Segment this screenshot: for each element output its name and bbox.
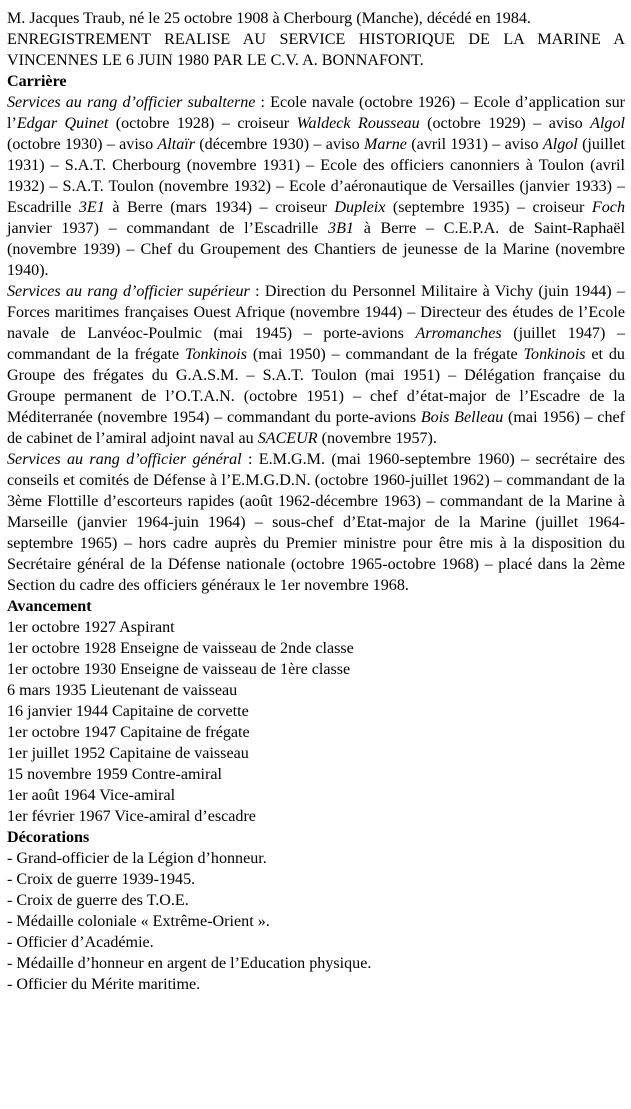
intro-recording-line: ENREGISTREMENT REALISE AU SERVICE HISTORIQUE DE LA MARINE A VINCENNES LE 6 JUIN 1980 PAR LE C.V. A. BONNAFONT.: [7, 31, 625, 69]
text-run: (juillet 1931) – S.A.T. Cherbourg (novembre 1931) – Ecole des officiers canonniers à Toulon (avril 1932) – S.A.T. Toulon (novembre 1932) – Ecole d’aéronautique de Versailles (janvier 1933) – Escadrille: [7, 136, 625, 216]
text-run: (octobre 1928) – croiseur: [108, 115, 297, 132]
avancement-item: 1er février 1967 Vice-amiral d’escadre: [7, 808, 256, 825]
text-run: (décembre 1930) – aviso: [194, 136, 365, 153]
section-heading-avancement: Avancement: [7, 598, 92, 615]
intro-birth-line: M. Jacques Traub, né le 25 octobre 1908 à Cherbourg (Manche), décédé en 1984.: [7, 10, 531, 27]
italic-run: Tonkinois: [185, 346, 248, 363]
decoration-item: - Médaille coloniale « Extrême-Orient ».: [7, 913, 270, 930]
italic-run: Bois Belleau: [420, 409, 504, 426]
avancement-item: 1er octobre 1947 Capitaine de frégate: [7, 724, 250, 741]
decoration-item: - Officier d’Académie.: [7, 934, 154, 951]
text-run: (septembre 1935) – croiseur: [385, 199, 592, 216]
italic-run: SACEUR: [257, 430, 318, 447]
text-run: à Berre – C.E.P.A. de Saint-Raphaël (novembre 1939) – Chef du Groupement des Chantiers de jeunesse de la Marine (novembre 1940).: [7, 220, 625, 279]
italic-run: Dupleix: [334, 199, 386, 216]
italic-run: Arromanches: [415, 325, 502, 342]
italic-run: Foch: [591, 199, 625, 216]
text-run: (octobre 1930) – aviso: [7, 136, 158, 153]
avancement-item: 1er octobre 1930 Enseigne de vaisseau de 1ère classe: [7, 661, 351, 678]
italic-run: Algol: [542, 136, 578, 153]
section-heading-decorations: Décorations: [7, 829, 90, 846]
decoration-item: - Grand-officier de la Légion d’honneur.: [7, 850, 267, 867]
avancement-item: 6 mars 1935 Lieutenant de vaisseau: [7, 682, 238, 699]
decoration-item: - Croix de guerre 1939-1945.: [7, 871, 196, 888]
section-heading-carriere: Carrière: [7, 73, 67, 90]
avancement-item: 1er août 1964 Vice-amiral: [7, 787, 176, 804]
text-run: : Direction du Personnel Militaire à Vichy (juin 1944) – Forces maritimes françaises Ouest Afrique (novembre 1944) – Directeur des études de l’Ecole navale de Lanvéoc-Poulmic (mai 1945) – porte-avions: [7, 283, 625, 342]
text-run: (avril 1931) – aviso: [406, 136, 543, 153]
avancement-item: 16 janvier 1944 Capitaine de corvette: [7, 703, 249, 720]
italic-run: Edgar Quinet: [16, 115, 109, 132]
paragraph-officier-superieur: [7, 281, 625, 449]
italic-run: Services au rang d’officier supérieur: [7, 283, 250, 300]
text-run: et du Groupe des frégates du G.A.S.M. – S.A.T. Toulon (mai 1951) – Délégation française du Groupe permanent de l’O.T.A.N. (octobre 1951) – chef d’état-major de l’Escadre de la Méditerranée (novembre 1954) – commandant du porte-avions: [7, 346, 625, 426]
text-run: : Ecole navale (octobre 1926) – Ecole d’application sur l’: [7, 94, 625, 132]
decoration-item: - Croix de guerre des T.O.E.: [7, 892, 189, 909]
italic-run: Services au rang d’officier subalterne: [7, 94, 256, 111]
avancement-list: [7, 617, 625, 827]
italic-run: Services au rang d’officier général: [7, 451, 242, 468]
paragraph-officier-general: [7, 449, 625, 596]
avancement-item: 15 novembre 1959 Contre-amiral: [7, 766, 222, 783]
text-run: janvier 1937) – commandant de l’Escadrille: [7, 220, 329, 237]
text-run: (novembre 1957).: [317, 430, 437, 447]
avancement-item: 1er juillet 1952 Capitaine de vaisseau: [7, 745, 249, 762]
decoration-item: - Officier du Mérite maritime.: [7, 976, 201, 993]
paragraph-officier-subalterne: [7, 92, 625, 281]
italic-run: Algol: [590, 115, 625, 132]
italic-run: 3B1: [328, 220, 354, 237]
avancement-item: 1er octobre 1927 Aspirant: [7, 619, 175, 636]
text-run: (mai 1950) – commandant de la frégate: [247, 346, 524, 363]
decoration-item: - Médaille d’honneur en argent de l’Education physique.: [7, 955, 372, 972]
decorations-list: [7, 848, 625, 995]
italic-run: 3E1: [78, 199, 105, 216]
italic-run: Marne: [364, 136, 407, 153]
text-run: à Berre (mars 1934) – croiseur: [104, 199, 335, 216]
text-run: (juillet 1947) – commandant de la frégate: [7, 325, 625, 363]
text-run: (octobre 1929) – aviso: [419, 115, 591, 132]
italic-run: Altaïr: [157, 136, 195, 153]
italic-run: Tonkinois: [523, 346, 586, 363]
italic-run: Waldeck Rousseau: [296, 115, 420, 132]
avancement-item: 1er octobre 1928 Enseigne de vaisseau de 2nde classe: [7, 640, 354, 657]
text-run: (mai 1956) – chef de cabinet de l’amiral adjoint naval au: [7, 409, 626, 447]
text-run: : E.M.G.M. (mai 1960-septembre 1960) – secrétaire des conseils et comités de Défense à l’E.M.G.D.N. (octobre 1960-juillet 1962) – commandant de la 3ème Flottille d’escorteurs rapides (août 1962-décembre 1963) – commandant de la Marine à Marseille (janvier 1964-juin 1964) – sous-chef d’Etat-major de la Marine (juillet 1964-septembre 1965) – hors cadre auprès du Premier ministre pour être mis à la disposition du Secrétaire général de la Défense nationale (octobre 1965-octobre 1968) – placé dans la 2ème Section du cadre des officiers généraux le 1er novembre 1968.: [7, 451, 625, 594]
